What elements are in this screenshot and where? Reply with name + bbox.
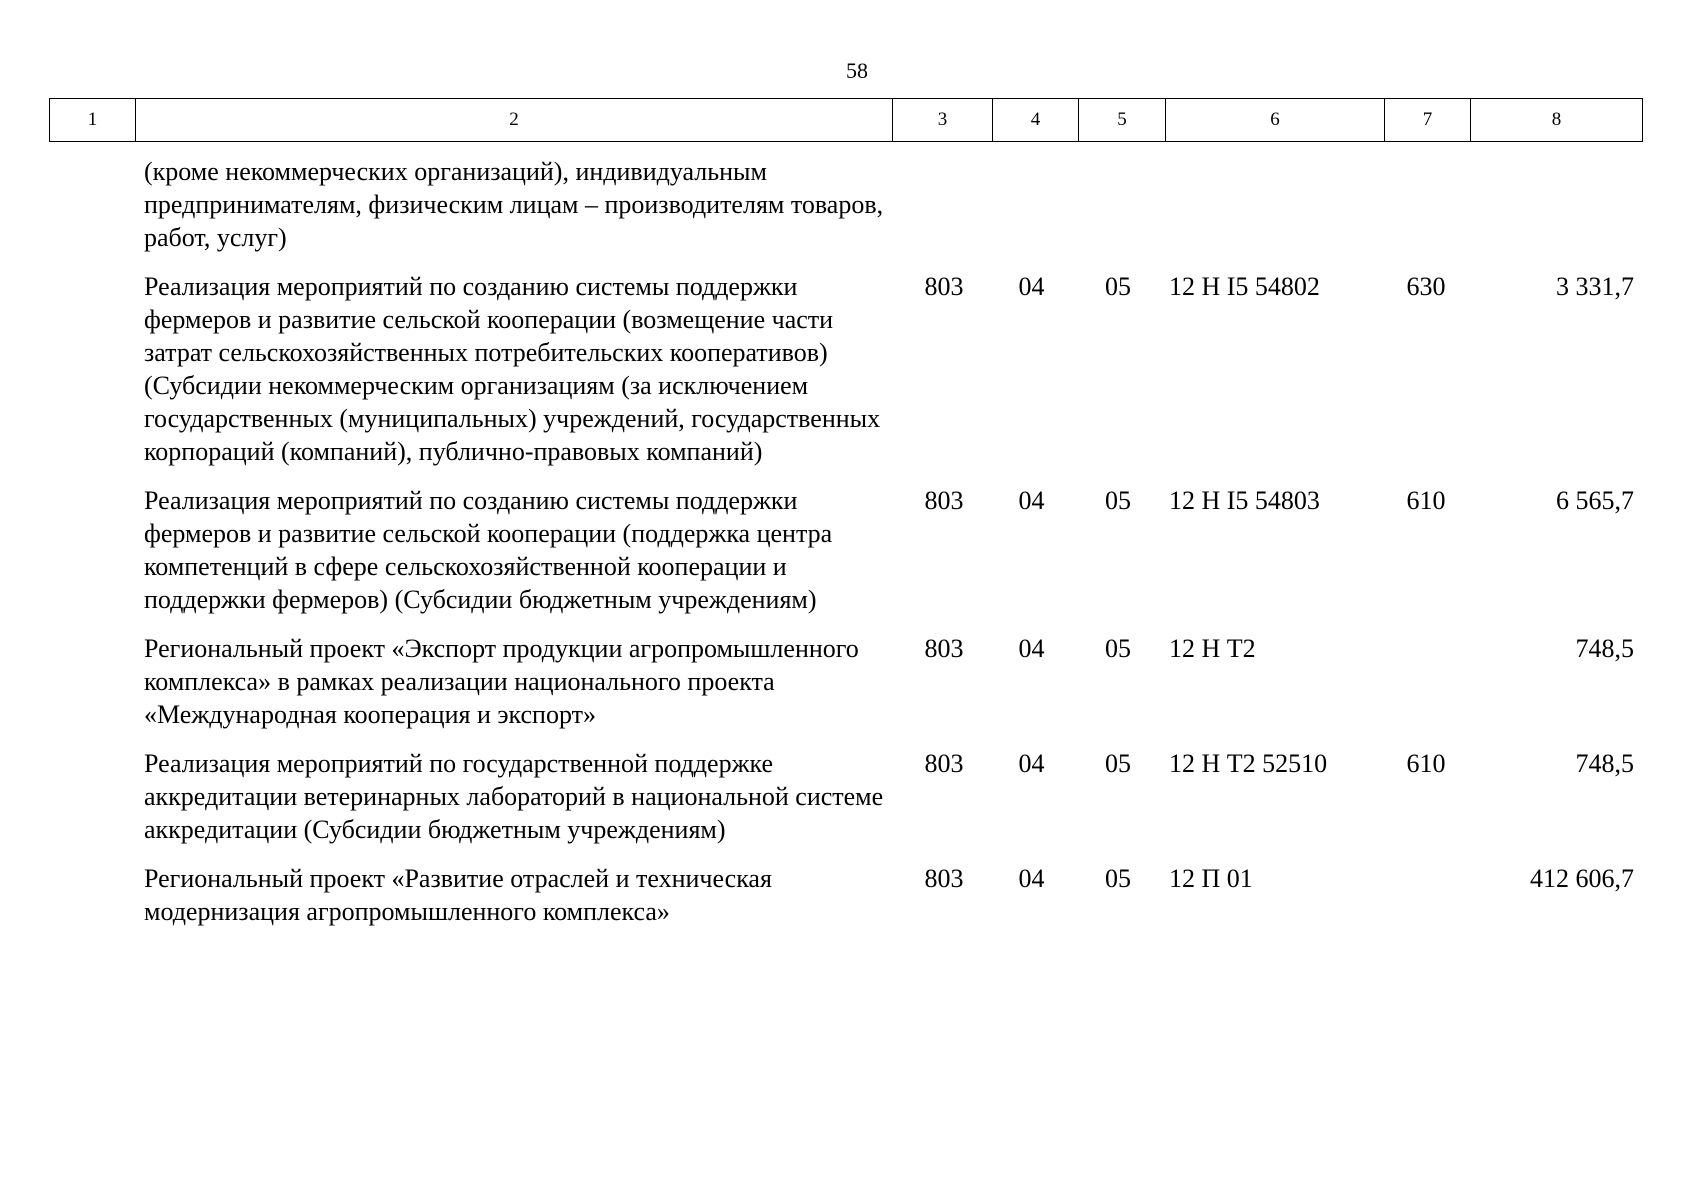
row-subsection: 05 <box>1105 864 1131 893</box>
row-name: Реализация мероприятий по государственной поддержке аккредитации ветеринарных лабораторий в национальной системе аккредитации (Субсидии бюджетным учреждениям) <box>144 749 884 844</box>
row-subsection <box>1075 155 1161 270</box>
row-amount: 6 565,7 <box>1556 486 1634 515</box>
budget-table <box>49 155 1642 944</box>
column-number: 4 <box>993 99 1079 142</box>
column-number: 2 <box>136 99 893 142</box>
row-name: Реализация мероприятий по созданию системы поддержки фермеров и развитие сельской кооперации (поддержка центра компетенций в сфере сельскохозяйственной кооперации и поддержки фермеров) (Субсидии бюджетным учреждениям) <box>144 486 833 614</box>
column-number: 3 <box>893 99 993 142</box>
table-row <box>49 155 1642 270</box>
row-target-article: 12 Н I5 54802 <box>1169 272 1320 301</box>
row-name: Реализация мероприятий по созданию системы поддержки фермеров и развитие сельской кооперации (возмещение части затрат сельскохозяйственных потребительских кооперативов) (Субсидии некоммерческим организациям (за исключением государственных (муниципальных) учреждений, государственных корпораций (компаний), публично-правовых компаний) <box>144 272 881 466</box>
row-expense-type <box>1383 632 1469 747</box>
row-name: Региональный проект «Развитие отраслей и техническая модернизация агропромышленного комплекса» <box>144 864 772 926</box>
row-section: 04 <box>1018 634 1045 663</box>
row-ministry-code: 803 <box>924 634 964 663</box>
row-section: 04 <box>1018 486 1045 515</box>
row-target-article: 12 Н T2 52510 <box>1169 749 1328 778</box>
row-amount <box>1469 155 1642 270</box>
row-amount: 412 606,7 <box>1530 864 1634 893</box>
row-ministry-code: 803 <box>924 749 964 778</box>
row-expense-type: 630 <box>1406 272 1446 301</box>
row-expense-type <box>1383 155 1469 270</box>
table-row <box>49 862 1642 944</box>
row-expense-type: 610 <box>1406 749 1446 778</box>
row-ministry-code: 803 <box>924 272 964 301</box>
column-header-table <box>49 98 1643 142</box>
row-section: 04 <box>1018 864 1045 893</box>
row-target-article: 12 Н T2 <box>1169 634 1256 663</box>
column-number: 8 <box>1471 99 1643 142</box>
row-target-article: 12 Н I5 54803 <box>1169 486 1320 515</box>
row-subsection: 05 <box>1105 749 1131 778</box>
table-row <box>49 632 1642 747</box>
column-number: 1 <box>50 99 136 142</box>
row-amount: 748,5 <box>1575 749 1634 778</box>
column-number: 7 <box>1385 99 1471 142</box>
row-amount: 3 331,7 <box>1556 272 1634 301</box>
row-subsection: 05 <box>1105 486 1131 515</box>
row-target-article: 12 П 01 <box>1169 864 1253 893</box>
page-number: 58 <box>846 58 868 83</box>
row-ministry-code: 803 <box>924 486 964 515</box>
table-row <box>49 484 1642 632</box>
row-amount: 748,5 <box>1575 634 1634 663</box>
row-subsection: 05 <box>1105 272 1131 301</box>
row-section: 04 <box>1018 272 1045 301</box>
row-expense-type: 610 <box>1406 486 1446 515</box>
table-row <box>49 747 1642 862</box>
row-ministry-code: 803 <box>924 864 964 893</box>
row-subsection: 05 <box>1105 634 1131 663</box>
row-name: Региональный проект «Экспорт продукции агропромышленного комплекса» в рамках реализации национального проекта «Международная кооперация и экспорт» <box>144 634 859 729</box>
row-target-article <box>1161 155 1383 270</box>
row-section: 04 <box>1018 749 1045 778</box>
column-number-row <box>50 99 1643 142</box>
row-section <box>988 155 1075 270</box>
row-expense-type <box>1383 862 1469 944</box>
column-number: 6 <box>1166 99 1385 142</box>
table-row <box>49 270 1642 484</box>
row-name: (кроме некоммерческих организаций), индивидуальным предпринимателям, физическим лицам – производителям товаров, работ, услуг) <box>144 157 884 252</box>
column-number: 5 <box>1079 99 1166 142</box>
row-ministry-code <box>900 155 988 270</box>
